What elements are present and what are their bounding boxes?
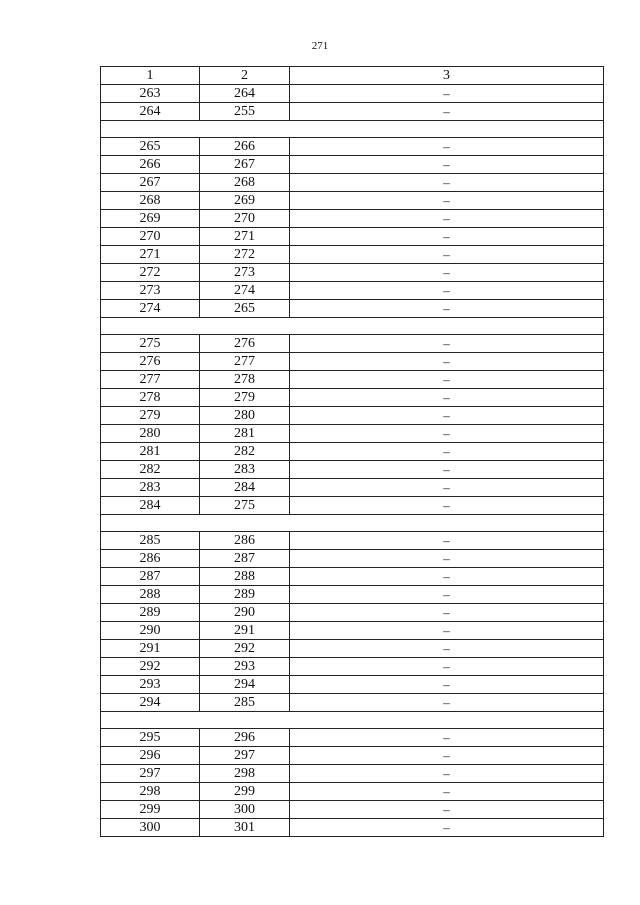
table-cell-col-3: – — [290, 353, 604, 371]
table-cell-col-1: 265 — [101, 138, 200, 156]
table-cell-col-3: – — [290, 783, 604, 801]
table-cell-col-1: 268 — [101, 192, 200, 210]
table-cell-col-2: 275 — [200, 497, 290, 515]
table-cell-col-2: 255 — [200, 103, 290, 121]
table-cell-col-2: 291 — [200, 622, 290, 640]
table-cell-col-1: 287 — [101, 568, 200, 586]
table-cell-col-2: 296 — [200, 729, 290, 747]
table-cell-col-1: 295 — [101, 729, 200, 747]
header-row — [101, 67, 604, 85]
table-cell-col-2: 281 — [200, 425, 290, 443]
table-row — [101, 443, 604, 461]
table-cell-col-1: 277 — [101, 371, 200, 389]
table-cell-col-2: 265 — [200, 300, 290, 318]
table-cell-col-1: 291 — [101, 640, 200, 658]
table-cell-col-1: 267 — [101, 174, 200, 192]
table-cell-col-3: – — [290, 210, 604, 228]
table-cell-col-2: 267 — [200, 156, 290, 174]
table-cell-col-1: 269 — [101, 210, 200, 228]
group-separator-cell — [101, 712, 604, 729]
table-cell-col-2: 272 — [200, 246, 290, 264]
column-header-2: 2 — [200, 67, 290, 85]
table-cell-col-3: – — [290, 282, 604, 300]
table-row — [101, 210, 604, 228]
table-row — [101, 389, 604, 407]
table-cell-col-1: 272 — [101, 264, 200, 282]
table-cell-col-3: – — [290, 103, 604, 121]
table-cell-col-1: 300 — [101, 819, 200, 837]
table-row — [101, 676, 604, 694]
group-separator-row — [101, 121, 604, 138]
table-row — [101, 550, 604, 568]
table-cell-col-3: – — [290, 640, 604, 658]
table-cell-col-2: 293 — [200, 658, 290, 676]
table-row — [101, 461, 604, 479]
table-cell-col-1: 263 — [101, 85, 200, 103]
table-cell-col-1: 285 — [101, 532, 200, 550]
column-header-1: 1 — [101, 67, 200, 85]
group-separator-row — [101, 515, 604, 532]
table-cell-col-2: 289 — [200, 586, 290, 604]
table-cell-col-1: 286 — [101, 550, 200, 568]
table-cell-col-3: – — [290, 568, 604, 586]
table-row — [101, 586, 604, 604]
table-cell-col-2: 294 — [200, 676, 290, 694]
table-cell-col-2: 301 — [200, 819, 290, 837]
table-row — [101, 747, 604, 765]
table-row — [101, 192, 604, 210]
table-cell-col-2: 268 — [200, 174, 290, 192]
table-row — [101, 103, 604, 121]
table-row — [101, 729, 604, 747]
table-cell-col-1: 281 — [101, 443, 200, 461]
group-separator-cell — [101, 515, 604, 532]
table-cell-col-2: 297 — [200, 747, 290, 765]
data-table — [100, 66, 604, 837]
table-cell-col-2: 276 — [200, 335, 290, 353]
table-cell-col-1: 292 — [101, 658, 200, 676]
table-row — [101, 138, 604, 156]
table-cell-col-3: – — [290, 246, 604, 264]
table-cell-col-3: – — [290, 622, 604, 640]
group-separator-row — [101, 318, 604, 335]
table-row — [101, 425, 604, 443]
table-cell-col-2: 285 — [200, 694, 290, 712]
table-cell-col-2: 269 — [200, 192, 290, 210]
table-cell-col-2: 290 — [200, 604, 290, 622]
table-cell-col-2: 280 — [200, 407, 290, 425]
table-row — [101, 568, 604, 586]
table-cell-col-2: 292 — [200, 640, 290, 658]
table-cell-col-2: 264 — [200, 85, 290, 103]
table-cell-col-1: 284 — [101, 497, 200, 515]
table-cell-col-1: 293 — [101, 676, 200, 694]
table-row — [101, 353, 604, 371]
table-cell-col-2: 283 — [200, 461, 290, 479]
table-cell-col-2: 266 — [200, 138, 290, 156]
table-cell-col-2: 270 — [200, 210, 290, 228]
table-row — [101, 604, 604, 622]
table-cell-col-3: – — [290, 479, 604, 497]
table-cell-col-2: 279 — [200, 389, 290, 407]
table-cell-col-1: 266 — [101, 156, 200, 174]
table-row — [101, 694, 604, 712]
table-row — [101, 765, 604, 783]
table-cell-col-3: – — [290, 658, 604, 676]
table-cell-col-3: – — [290, 264, 604, 282]
table-cell-col-3: – — [290, 532, 604, 550]
table-cell-col-3: – — [290, 819, 604, 837]
table-cell-col-1: 290 — [101, 622, 200, 640]
table-cell-col-3: – — [290, 156, 604, 174]
table-cell-col-1: 278 — [101, 389, 200, 407]
table-cell-col-1: 297 — [101, 765, 200, 783]
table-cell-col-2: 282 — [200, 443, 290, 461]
table-cell-col-1: 282 — [101, 461, 200, 479]
table-cell-col-1: 289 — [101, 604, 200, 622]
table-cell-col-2: 300 — [200, 801, 290, 819]
group-separator-cell — [101, 121, 604, 138]
group-separator-cell — [101, 318, 604, 335]
table-cell-col-1: 296 — [101, 747, 200, 765]
table-cell-col-2: 298 — [200, 765, 290, 783]
table-row — [101, 85, 604, 103]
table-row — [101, 801, 604, 819]
table-row — [101, 174, 604, 192]
page-number: 271 — [311, 40, 329, 52]
table-cell-col-3: – — [290, 407, 604, 425]
table-cell-col-3: – — [290, 801, 604, 819]
table-cell-col-3: – — [290, 138, 604, 156]
table-row — [101, 622, 604, 640]
table-cell-col-2: 274 — [200, 282, 290, 300]
table-cell-col-1: 274 — [101, 300, 200, 318]
table-cell-col-2: 271 — [200, 228, 290, 246]
table-row — [101, 479, 604, 497]
table-cell-col-3: – — [290, 228, 604, 246]
table-cell-col-3: – — [290, 335, 604, 353]
table-row — [101, 156, 604, 174]
table-row — [101, 407, 604, 425]
table-cell-col-1: 276 — [101, 353, 200, 371]
group-separator-row — [101, 712, 604, 729]
table-cell-col-1: 294 — [101, 694, 200, 712]
table-cell-col-2: 284 — [200, 479, 290, 497]
table-cell-col-1: 288 — [101, 586, 200, 604]
table-cell-col-1: 273 — [101, 282, 200, 300]
table-row — [101, 497, 604, 515]
table-cell-col-1: 280 — [101, 425, 200, 443]
table-cell-col-3: – — [290, 461, 604, 479]
table-header — [101, 67, 604, 85]
table-cell-col-2: 299 — [200, 783, 290, 801]
table-row — [101, 335, 604, 353]
table-cell-col-3: – — [290, 604, 604, 622]
table-row — [101, 640, 604, 658]
table-cell-col-3: – — [290, 765, 604, 783]
table-row — [101, 300, 604, 318]
table-cell-col-3: – — [290, 676, 604, 694]
table-cell-col-3: – — [290, 497, 604, 515]
table-row — [101, 658, 604, 676]
table-cell-col-3: – — [290, 425, 604, 443]
table-row — [101, 228, 604, 246]
table-cell-col-1: 299 — [101, 801, 200, 819]
table-cell-col-1: 271 — [101, 246, 200, 264]
table-cell-col-3: – — [290, 729, 604, 747]
table-row — [101, 819, 604, 837]
table-cell-col-3: – — [290, 192, 604, 210]
table-row — [101, 783, 604, 801]
table-row — [101, 246, 604, 264]
table-cell-col-2: 287 — [200, 550, 290, 568]
table-row — [101, 264, 604, 282]
table-cell-col-3: – — [290, 550, 604, 568]
table-cell-col-3: – — [290, 443, 604, 461]
table-cell-col-3: – — [290, 85, 604, 103]
table-row — [101, 532, 604, 550]
table-cell-col-3: – — [290, 694, 604, 712]
table-cell-col-2: 288 — [200, 568, 290, 586]
table-row — [101, 282, 604, 300]
table-cell-col-3: – — [290, 174, 604, 192]
table-cell-col-3: – — [290, 300, 604, 318]
column-header-3: 3 — [290, 67, 604, 85]
table-cell-col-1: 283 — [101, 479, 200, 497]
table-cell-col-1: 270 — [101, 228, 200, 246]
table-cell-col-3: – — [290, 371, 604, 389]
table-cell-col-2: 278 — [200, 371, 290, 389]
table-cell-col-1: 279 — [101, 407, 200, 425]
table-row — [101, 371, 604, 389]
table-cell-col-1: 264 — [101, 103, 200, 121]
table-cell-col-2: 286 — [200, 532, 290, 550]
table-cell-col-1: 275 — [101, 335, 200, 353]
table-cell-col-1: 298 — [101, 783, 200, 801]
table-cell-col-3: – — [290, 586, 604, 604]
table-cell-col-2: 273 — [200, 264, 290, 282]
table-cell-col-3: – — [290, 747, 604, 765]
table-cell-col-3: – — [290, 389, 604, 407]
table-cell-col-2: 277 — [200, 353, 290, 371]
table-body — [101, 85, 604, 837]
